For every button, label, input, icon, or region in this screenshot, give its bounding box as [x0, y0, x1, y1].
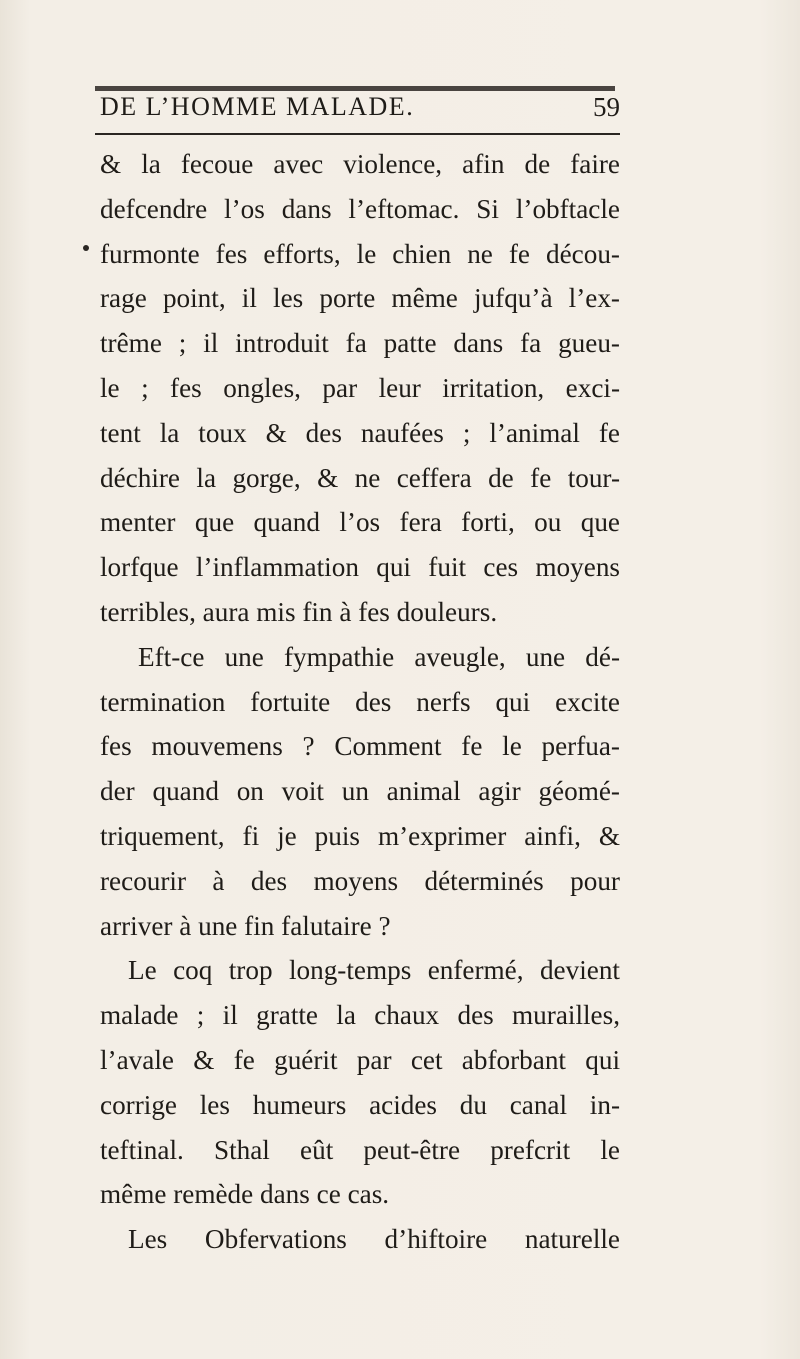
text-line: Le coq trop long-temps enfermé, devient: [128, 955, 620, 986]
body-text: [100, 142, 620, 1262]
text-line: terribles, aura mis fin à fes douleurs.: [100, 596, 498, 627]
text-line: recourir à des moyens déterminés pour: [100, 865, 620, 896]
text-line: menter que quand l’os fera forti, ou que: [100, 507, 620, 538]
page-header: [100, 92, 620, 128]
text-line: malade ; il gratte la chaux des murailles,: [100, 1000, 620, 1031]
text-line: teftinal. Sthal eût peut-être prefcrit le: [100, 1134, 620, 1165]
text-line: le ; fes ongles, par leur irritation, exci-: [100, 372, 620, 403]
top-ornament-rule: [95, 86, 615, 91]
text-line: l’avale & fe guérit par cet abforbant qui: [100, 1044, 620, 1075]
text-line: déchire la gorge, & ne ceffera de fe tour-: [100, 462, 620, 493]
running-head: DE L’HOMME MALADE.: [100, 92, 415, 121]
header-rule: [95, 133, 620, 135]
text-line: lorfque l’inflammation qui fuit ces moyens: [100, 552, 620, 583]
text-line: trême ; il introduit fa patte dans fa gueu-: [100, 328, 620, 359]
margin-mark: [83, 245, 89, 251]
text-line: triquement, fi je puis m’exprimer ainfi, &: [100, 820, 620, 851]
text-line: corrige les humeurs acides du canal in-: [100, 1089, 620, 1120]
text-line: rage point, il les porte même jufqu’à l’ex-: [100, 283, 620, 314]
text-line: & la fecoue avec violence, afin de faire: [100, 149, 620, 179]
text-line: furmonte fes efforts, le chien ne fe décou-: [100, 238, 620, 269]
text-line: tent la toux & des naufées ; l’animal fe: [100, 417, 620, 448]
text-line: der quand on voit un animal agir géomé-: [100, 776, 620, 807]
text-line: defcendre l’os dans l’eftomac. Si l’obftacle: [100, 193, 620, 224]
text-line: même remède dans ce cas.: [100, 1179, 390, 1210]
text-line: Les Obfervations d’hiftoire naturelle: [128, 1224, 620, 1255]
text-line: arriver à une fin falutaire ?: [100, 910, 391, 941]
text-line: termination fortuite des nerfs qui excite: [100, 686, 620, 717]
text-line: fes mouvemens ? Comment fe le perfua-: [100, 731, 620, 762]
page-number: 59: [593, 92, 620, 122]
text-line: Eft-ce une fympathie aveugle, une dé-: [138, 641, 620, 672]
